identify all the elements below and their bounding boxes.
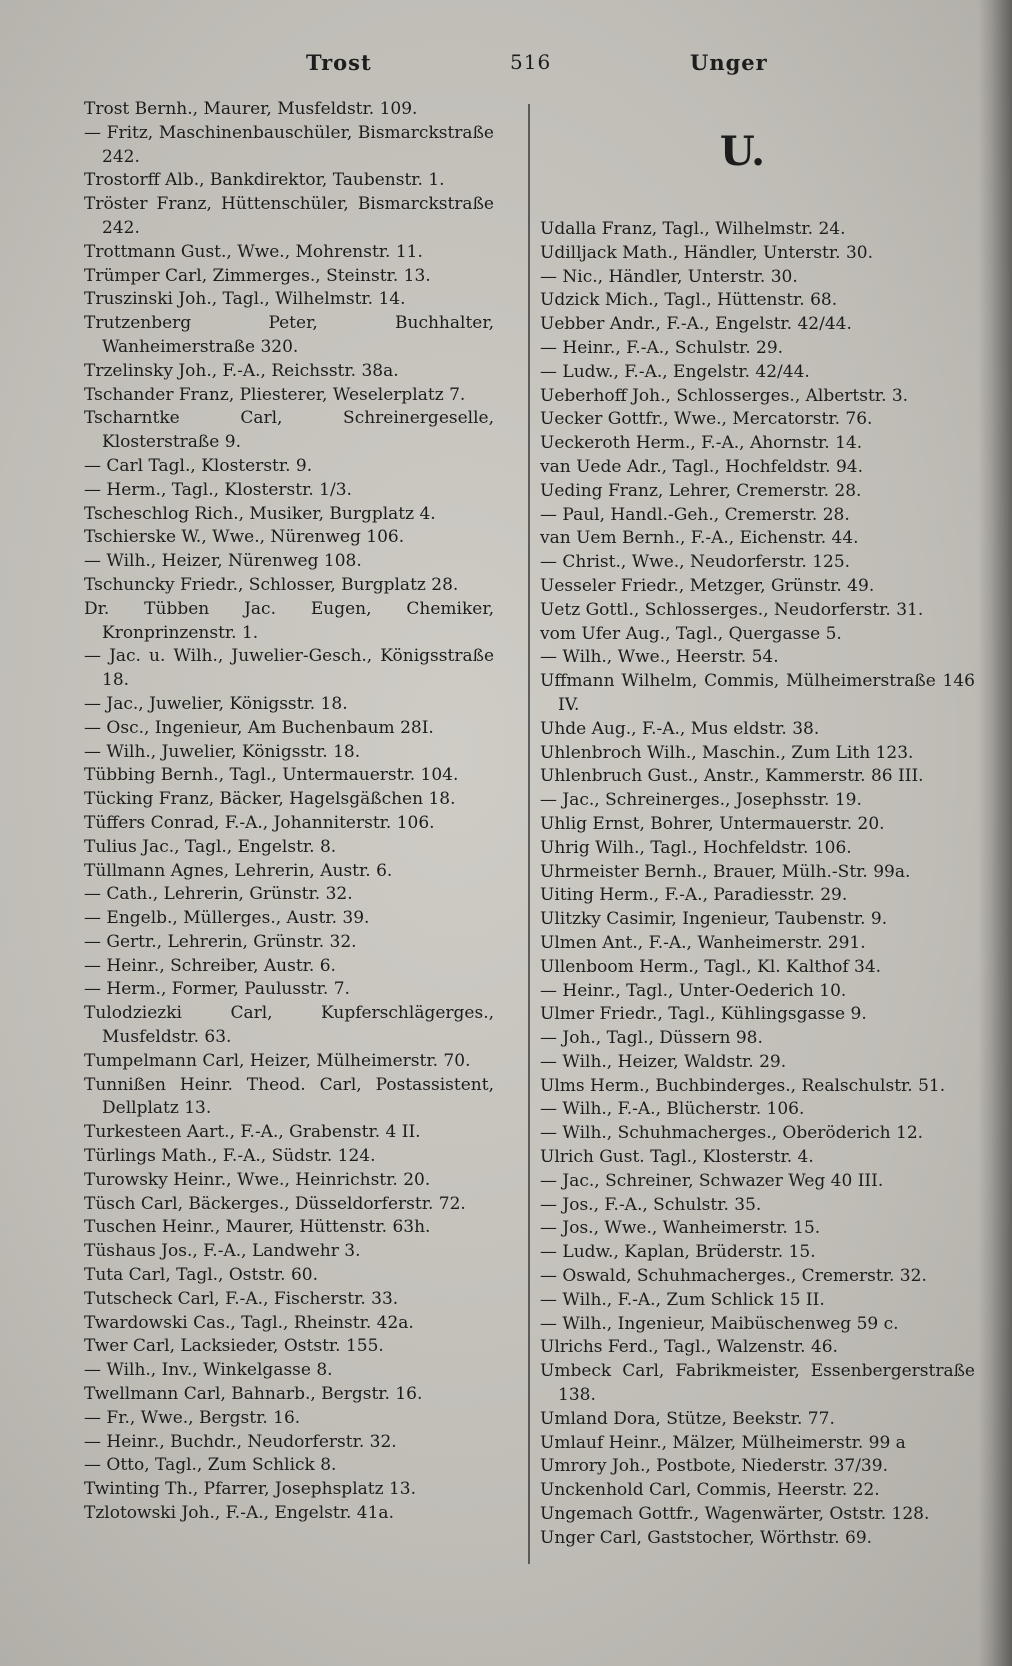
directory-entry: Uebber Andr., F.-A., Engelstr. 42/44. bbox=[540, 314, 852, 335]
directory-entry: Uhde Aug., F.-A., Mus eldstr. 38. bbox=[540, 718, 820, 739]
directory-entry: Tüsch Carl, Bäckerges., Düsseldorferstr. 72. bbox=[84, 1193, 466, 1214]
directory-entry: Tscharntke Carl, Schreinergeselle, Klosterstraße 9. bbox=[84, 408, 494, 453]
header-left-catchword: Trost bbox=[306, 50, 372, 75]
directory-entry: Twellmann Carl, Bahnarb., Bergstr. 16. bbox=[84, 1384, 423, 1405]
directory-entry: Uhlig Ernst, Bohrer, Untermauerstr. 20. bbox=[540, 813, 885, 834]
directory-entry: — Jac., Schreinerges., Josephsstr. 19. bbox=[540, 790, 862, 811]
directory-entry: Uhlenbroch Wilh., Maschin., Zum Lith 123. bbox=[540, 742, 914, 763]
directory-entry: — Wilh., Inv., Winkelgasse 8. bbox=[84, 1360, 333, 1381]
page-edge-shadow bbox=[978, 0, 1012, 1666]
directory-entry: — Oswald, Schuhmacherges., Cremerstr. 32. bbox=[540, 1266, 927, 1287]
directory-entry: Uiting Herm., F.-A., Paradiesstr. 29. bbox=[540, 885, 848, 906]
directory-entry: — Jac. u. Wilh., Juwelier-Gesch., Königsstraße 18. bbox=[84, 646, 494, 691]
header-right-catchword: Unger bbox=[690, 50, 768, 75]
directory-entry: — Engelb., Müllerges., Austr. 39. bbox=[84, 908, 370, 929]
directory-entry: — Heinr., Buchdr., Neudorferstr. 32. bbox=[84, 1431, 397, 1452]
directory-entry: Turkesteen Aart., F.-A., Grabenstr. 4 II. bbox=[84, 1122, 421, 1143]
directory-entry: Uffmann Wilhelm, Commis, Mülheimerstraße 146 IV. bbox=[540, 671, 975, 715]
directory-entry: Ueberhoff Joh., Schlosserges., Albertstr. 3. bbox=[540, 385, 909, 406]
directory-entry: Tschuncky Friedr., Schlosser, Burgplatz 28. bbox=[84, 574, 459, 595]
directory-entry: — Fr., Wwe., Bergstr. 16. bbox=[84, 1407, 301, 1428]
directory-entry: Tröster Franz, Hüttenschüler, Bismarckstraße 242. bbox=[84, 194, 494, 238]
directory-entry: — Christ., Wwe., Neudorferstr. 125. bbox=[540, 552, 851, 573]
directory-entry: Ulms Herm., Buchbinderges., Realschulstr. 51. bbox=[540, 1075, 946, 1096]
directory-entry: Tücking Franz, Bäcker, Hagelsgäßchen 18. bbox=[84, 789, 456, 810]
directory-entry: — Wilh., Juwelier, Königsstr. 18. bbox=[84, 741, 361, 762]
directory-entry: — Herm., Former, Paulusstr. 7. bbox=[84, 979, 350, 1000]
directory-entry: van Uem Bernh., F.-A., Eichenstr. 44. bbox=[540, 528, 859, 549]
directory-entry: — Jos., F.-A., Schulstr. 35. bbox=[540, 1194, 762, 1215]
directory-entry: Tüllmann Agnes, Lehrerin, Austr. 6. bbox=[84, 860, 393, 881]
directory-entry: Truszinski Joh., Tagl., Wilhelmstr. 14. bbox=[84, 289, 406, 310]
directory-entry: Uhrmeister Bernh., Brauer, Mülh.-Str. 99a. bbox=[540, 861, 911, 882]
directory-entry: — Joh., Tagl., Düssern 98. bbox=[540, 1028, 763, 1049]
directory-entry: Trostorff Alb., Bankdirektor, Taubenstr. 1. bbox=[84, 170, 445, 191]
directory-entry: Twardowski Cas., Tagl., Rheinstr. 42a. bbox=[84, 1312, 414, 1333]
directory-entry: Udilljack Math., Händler, Unterstr. 30. bbox=[540, 242, 873, 263]
directory-entry: Tschierske W., Wwe., Nürenweg 106. bbox=[84, 527, 405, 548]
directory-entry: — Carl Tagl., Klosterstr. 9. bbox=[84, 455, 313, 476]
directory-entry: Twinting Th., Pfarrer, Josephsplatz 13. bbox=[84, 1479, 416, 1500]
directory-entry: Dr. Tübben Jac. Eugen, Chemiker, Kronprinzenstr. 1. bbox=[84, 598, 494, 643]
directory-entry: van Uede Adr., Tagl., Hochfeldstr. 94. bbox=[540, 456, 863, 477]
column-divider bbox=[528, 104, 530, 1564]
directory-entry: Tuschen Heinr., Maurer, Hüttenstr. 63h. bbox=[84, 1217, 431, 1238]
directory-entry: — Heinr., Schreiber, Austr. 6. bbox=[84, 955, 336, 976]
directory-entry: — Wilh., F.-A., Blücherstr. 106. bbox=[540, 1099, 805, 1120]
directory-entry: Tuta Carl, Tagl., Oststr. 60. bbox=[84, 1265, 319, 1286]
directory-entry: — Paul, Handl.-Geh., Cremerstr. 28. bbox=[540, 504, 850, 525]
directory-entry: Tulius Jac., Tagl., Engelstr. 8. bbox=[84, 836, 337, 857]
directory-entry: Umlauf Heinr., Mälzer, Mülheimerstr. 99 a bbox=[540, 1432, 906, 1453]
directory-entry: Uesseler Friedr., Metzger, Grünstr. 49. bbox=[540, 575, 875, 596]
directory-entry: Turowsky Heinr., Wwe., Heinrichstr. 20. bbox=[84, 1169, 431, 1190]
directory-entry: Trümper Carl, Zimmerges., Steinstr. 13. bbox=[84, 265, 431, 286]
directory-entry: Tulodziezki Carl, Kupferschlägerges., Musfeldstr. 63. bbox=[84, 1003, 494, 1048]
directory-entry: Uhlenbruch Gust., Anstr., Kammerstr. 86 III. bbox=[540, 766, 924, 787]
directory-entry: — Jos., Wwe., Wanheimerstr. 15. bbox=[540, 1218, 821, 1239]
directory-entry: — Ludw., F.-A., Engelstr. 42/44. bbox=[540, 361, 810, 382]
directory-entry: Ulrich Gust. Tagl., Klosterstr. 4. bbox=[540, 1147, 814, 1168]
directory-entry: — Nic., Händler, Unterstr. 30. bbox=[540, 266, 798, 287]
directory-entry: Tutscheck Carl, F.-A., Fischerstr. 33. bbox=[84, 1288, 399, 1309]
section-letter: U. bbox=[719, 128, 766, 175]
directory-entry: — Ludw., Kaplan, Brüderstr. 15. bbox=[540, 1242, 816, 1263]
directory-entry: Ulrichs Ferd., Tagl., Walzenstr. 46. bbox=[540, 1337, 838, 1358]
directory-entry: Tübbing Bernh., Tagl., Untermauerstr. 104. bbox=[84, 765, 459, 786]
directory-entry: — Cath., Lehrerin, Grünstr. 32. bbox=[84, 884, 353, 905]
directory-entry: — Wilh., Schuhmacherges., Oberöderich 12. bbox=[540, 1123, 924, 1144]
directory-entry: Umrory Joh., Postbote, Niederstr. 37/39. bbox=[540, 1456, 888, 1477]
directory-entry: Ullenboom Herm., Tagl., Kl. Kalthof 34. bbox=[540, 956, 882, 977]
directory-entry: — Heinr., F.-A., Schulstr. 29. bbox=[540, 337, 784, 358]
directory-entry: Ungemach Gottfr., Wagenwärter, Oststr. 128. bbox=[540, 1504, 930, 1525]
directory-entry: — Fritz, Maschinenbauschüler, Bismarckstraße 242. bbox=[84, 122, 494, 167]
left-column bbox=[84, 98, 494, 1526]
directory-entry: — Wilh., Heizer, Waldstr. 29. bbox=[540, 1051, 787, 1072]
directory-entry: Udzick Mich., Tagl., Hüttenstr. 68. bbox=[540, 290, 838, 311]
directory-entry: Trottmann Gust., Wwe., Mohrenstr. 11. bbox=[84, 241, 423, 262]
directory-entry: Tüshaus Jos., F.-A., Landwehr 3. bbox=[84, 1241, 361, 1262]
directory-entry: Umland Dora, Stütze, Beekstr. 77. bbox=[540, 1408, 835, 1429]
directory-entry: Uetz Gottl., Schlosserges., Neudorferstr. 31. bbox=[540, 599, 924, 620]
directory-entry: — Otto, Tagl., Zum Schlick 8. bbox=[84, 1455, 337, 1476]
directory-entry: Ueding Franz, Lehrer, Cremerstr. 28. bbox=[540, 480, 862, 501]
directory-entry: Trutzenberg Peter, Buchhalter, Wanheimerstraße 320. bbox=[84, 313, 494, 357]
directory-entry: Tzlotowski Joh., F.-A., Engelstr. 41a. bbox=[84, 1503, 394, 1524]
directory-entry: Trost Bernh., Maurer, Musfeldstr. 109. bbox=[84, 99, 418, 119]
directory-entry: — Jac., Juwelier, Königsstr. 18. bbox=[84, 693, 348, 714]
directory-entry: — Heinr., Tagl., Unter-Oederich 10. bbox=[540, 980, 847, 1001]
directory-entry: Unckenhold Carl, Commis, Heerstr. 22. bbox=[540, 1480, 880, 1501]
directory-entry: Twer Carl, Lacksieder, Oststr. 155. bbox=[84, 1336, 384, 1357]
directory-entry: — Gertr., Lehrerin, Grünstr. 32. bbox=[84, 931, 357, 952]
directory-entry: Ueckeroth Herm., F.-A., Ahornstr. 14. bbox=[540, 433, 863, 454]
directory-entry: Udalla Franz, Tagl., Wilhelmstr. 24. bbox=[540, 219, 846, 239]
directory-entry: Tunnißen Heinr. Theod. Carl, Postassistent, Dellplatz 13. bbox=[84, 1074, 494, 1119]
directory-entry: — Wilh., Wwe., Heerstr. 54. bbox=[540, 647, 779, 668]
directory-entry: — Osc., Ingenieur, Am Buchenbaum 28I. bbox=[84, 717, 434, 738]
page-header bbox=[0, 50, 1012, 90]
directory-entry: Türlings Math., F.-A., Südstr. 124. bbox=[84, 1146, 376, 1167]
directory-entry: Tüffers Conrad, F.-A., Johanniterstr. 106. bbox=[84, 812, 435, 833]
page-number: 516 bbox=[510, 50, 552, 74]
directory-entry: Tumpelmann Carl, Heizer, Mülheimerstr. 70. bbox=[84, 1050, 471, 1071]
directory-entry: Ulitzky Casimir, Ingenieur, Taubenstr. 9. bbox=[540, 909, 888, 930]
directory-entry: Ulmer Friedr., Tagl., Kühlingsgasse 9. bbox=[540, 1004, 867, 1025]
right-column-entries bbox=[540, 218, 975, 1551]
directory-entry: Umbeck Carl, Fabrikmeister, Essenbergerstraße 138. bbox=[540, 1361, 975, 1406]
directory-entry: Ulmen Ant., F.-A., Wanheimerstr. 291. bbox=[540, 932, 866, 953]
directory-entry: Trzelinsky Joh., F.-A., Reichsstr. 38a. bbox=[84, 360, 399, 381]
right-column bbox=[540, 98, 975, 1551]
directory-entry: Uhrig Wilh., Tagl., Hochfeldstr. 106. bbox=[540, 837, 852, 858]
directory-entry: Tschander Franz, Pliesterer, Weselerplatz 7. bbox=[84, 384, 466, 405]
directory-entry: — Herm., Tagl., Klosterstr. 1/3. bbox=[84, 479, 352, 500]
directory-entry: Tscheschlog Rich., Musiker, Burgplatz 4. bbox=[84, 503, 436, 524]
directory-entry: — Wilh., Ingenieur, Maibüschenweg 59 c. bbox=[540, 1313, 899, 1334]
directory-entry: Uecker Gottfr., Wwe., Mercatorstr. 76. bbox=[540, 409, 873, 430]
directory-entry: Unger Carl, Gaststocher, Wörthstr. 69. bbox=[540, 1527, 873, 1548]
directory-entry: vom Ufer Aug., Tagl., Quergasse 5. bbox=[540, 623, 842, 644]
directory-entry: — Wilh., F.-A., Zum Schlick 15 II. bbox=[540, 1289, 825, 1310]
directory-entry: — Wilh., Heizer, Nürenweg 108. bbox=[84, 551, 362, 572]
directory-entry: — Jac., Schreiner, Schwazer Weg 40 III. bbox=[540, 1170, 884, 1191]
